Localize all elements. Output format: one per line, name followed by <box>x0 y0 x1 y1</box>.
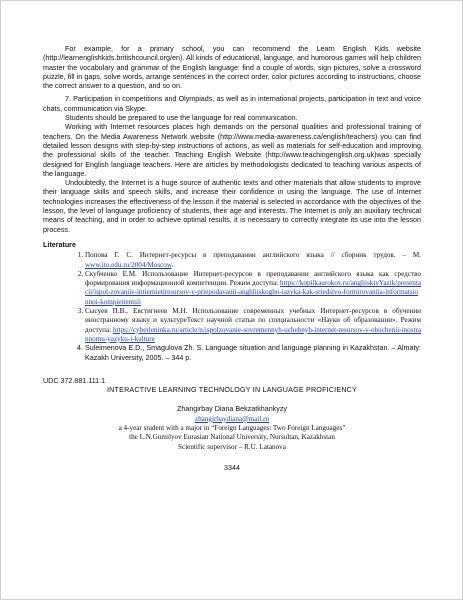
scientific-supervisor: Scientific supervisor – R.U. Latanova <box>178 442 286 451</box>
author-university: the L.N.Gumilyov Eurasian National University, Nursultan, Kazakhstan <box>129 433 335 442</box>
author-name: Zhangirbay Diana Bekzatkhankyzy <box>177 405 287 414</box>
author-affiliation: a 4-year student with a major in “Foreign Languages: Two Foreign Languages” <box>118 423 346 432</box>
paragraph-learn-english-kids: For example, for a primary school, you can recommend the Learn English Kids website (http://learnenglishkids.britishcouncil.org/en). All kinds of educational, language, and humorous games will help children master the vocabulary and grammar of the English language: find a couple of words, sign pictures, solve a crossword puzzle, fill in gaps, solve words, arrange sentences in the correct order, color pictures according to instructions, choose the correct answer to a question, and so on. <box>43 45 421 91</box>
paragraph-competitions: 7. Participation in competitions and Olympiads, as well as in international projects, participation in text and voice chats, communication via Skype. <box>43 95 421 113</box>
reference-item: 3. Сысуев П.В., Евстигнеев М.Н. Использование современных учебных Интернет-ресурсов в обучении иностранному языку и культуреТекст научной статьи по специальности «Науки об образовании». Режим доступа: https://cyberleninka.ru/article/n/ispolzovanie-sovremennyh-uchebnyh-internet-resursov-v-obuchenii-inostrannomu-yazyku-i-kulture <box>85 307 421 344</box>
udc-code: UDC 372.881.111.1 <box>43 376 106 385</box>
reference-link[interactable]: https://kopilkaurokov.ru/angliiskiyYazik/presentacii/ispol-zovaniie-intiernietiresursov-v-priepodavanii-anghliiskogho-iazyka-kak-sriedstvo-formirovaniia-informatsionnoi-kompietientsii <box>85 279 421 306</box>
paragraph-real-communication: Students should be prepared to use the language for real communication. <box>65 114 298 123</box>
reference-link[interactable]: www.ito.edu.ru/2004/Moscow <box>85 260 172 269</box>
article-title: INTERACTIVE LEARNING TECHNOLOGY IN LANGUAGE PROFICIENCY <box>107 386 357 395</box>
paragraph-conclusion: Undoubtedly, the Internet is a huge source of authentic texts and other materials that allow students to improve their language skills and speech skills, and increase their confidence in using the language. The use of Internet technologies increases the effectiveness of the lesson if the material is selected in accordance with the objectives of the lesson, the level of language proficiency of students, their age and interests. The Internet is only an auxiliary technical means of teaching, and in order to achieve optimal results, it is necessary to correctly integrate its use into the lesson process. <box>43 179 421 234</box>
page-number: 3344 <box>224 463 240 472</box>
reference-list <box>43 251 421 363</box>
reference-item: 1. Попова Г. С. Интернет-ресурсы в преподавании английского языка // сборник трудов. – М. www.ito.edu.ru/2004/Moscow. <box>85 251 421 270</box>
reference-item: 2. Скубченко Е.М. Использование Интернет-ресурсов в преподавании английского языка как средство формирования информационной компетенции. Режим доступа: https://kopilkaurokov.ru/angliiskiyYazik/presentacii/ispol-zovaniie-intiernietiresursov-v-priepodavanii-anghliiskogho-iazyka-kak-sriedstvo-formirovaniia-informatsionnoi-kompietientsii <box>85 270 421 307</box>
author-email-link[interactable]: zhangirbaydiana@mail.ru <box>194 414 270 423</box>
literature-heading: Literature <box>43 240 76 249</box>
reference-link[interactable]: https://cyberleninka.ru/article/n/ispolzovanie-sovremennyh-uchebnyh-internet-resursov-v-obuchenii-inostrannomu-yazyku-i-kulture <box>85 325 421 343</box>
reference-item: 4. Suleimenova E.D., Smagulova Zh. S. Language situation and language planning in Kazakhstan. – Almaty: Kazakh University, 2005. – 344 p. <box>85 344 421 363</box>
page-content <box>43 45 421 473</box>
paragraph-internet-resources: Working with Internet resources places high demands on the personal qualities and professional training of teachers. On the Media Awareness Network website (http://www.media-awareness.ca/english/teachers) you can find detailed lesson designs with step-by-step instructions of actions, as well as materials for self-education and improving the professional skills of the teacher. Teaching English Website (http://www.teachingenglish.org.uk)was specially designed for English language teachers. Here are articles by methodologists dedicated to teaching various aspects of the language. <box>43 123 421 178</box>
author-block <box>43 405 421 451</box>
